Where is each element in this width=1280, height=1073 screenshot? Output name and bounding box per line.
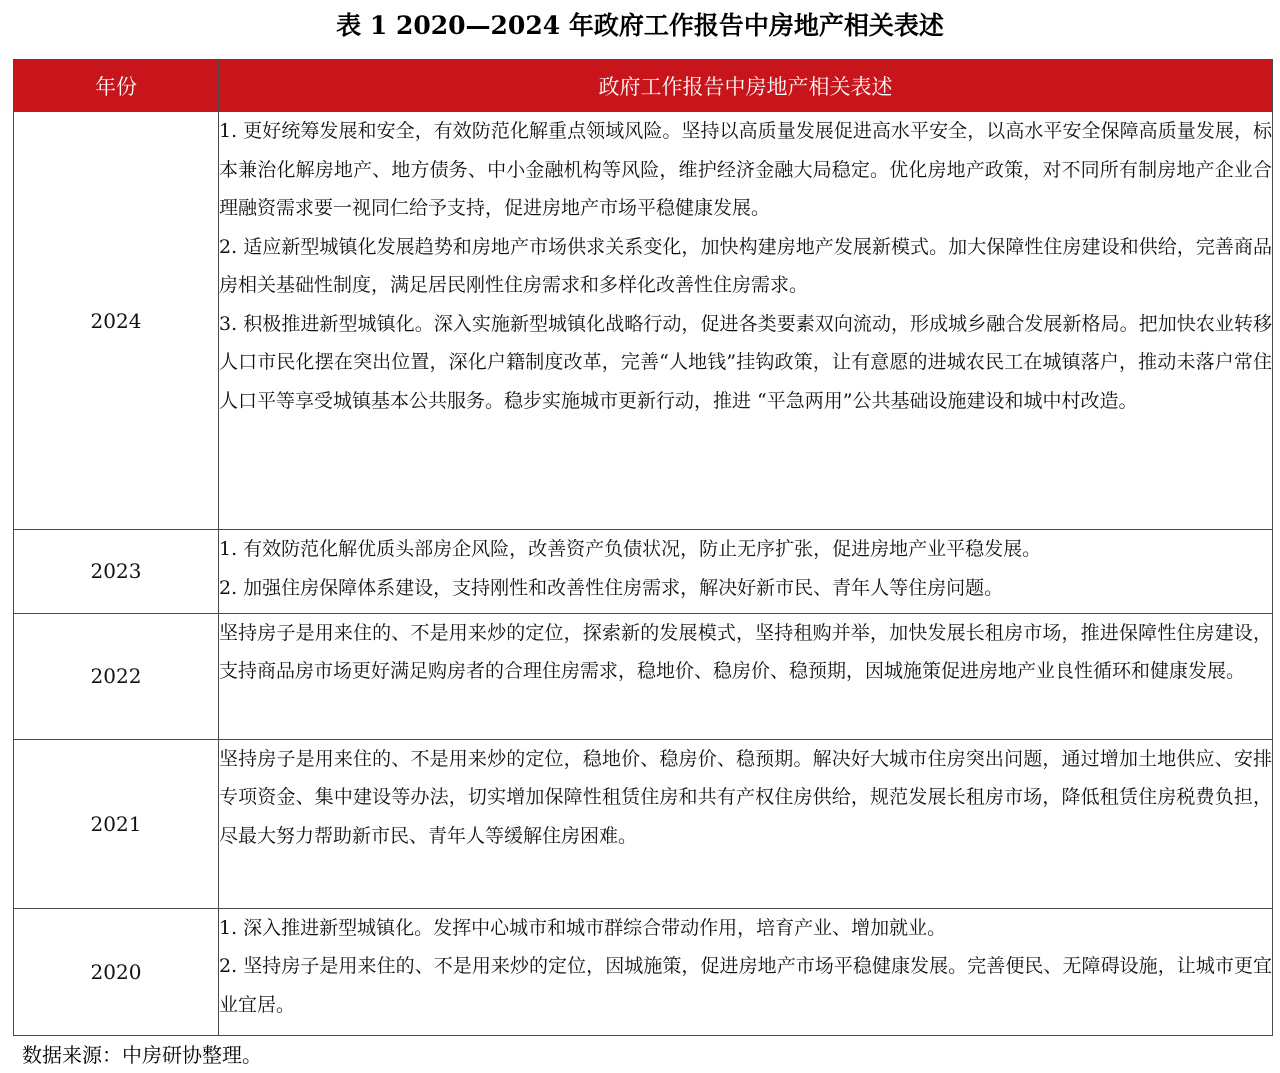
header-content: 政府工作报告中房地产相关表述: [219, 60, 1273, 112]
year-cell: 2022: [14, 613, 219, 739]
table-row: [14, 613, 1273, 739]
content-paragraph: 2. 加强住房保障体系建设，支持刚性和改善性住房需求，解决好新市民、青年人等住房问题。: [219, 576, 1004, 599]
content-cell: [219, 112, 1273, 530]
content-cell: [219, 908, 1273, 1035]
table-row: [14, 112, 1273, 530]
data-source-note: 数据来源：中房研协整理。: [22, 1043, 262, 1067]
table-row: [14, 908, 1273, 1035]
content-paragraph: 3. 积极推进新型城镇化。深入实施新型城镇化战略行动，促进各类要素双向流动，形成城乡融合发展新格局。把加快农业转移人口市民化摆在突出位置，深化户籍制度改革，完善“人地钱”挂钩政策，让有意愿的进城农民工在城镇落户，推动未落户常住人口平等享受城镇基本公共服务。稳步实施城市更新行动，推进 “平急两用”公共基础设施建设和城中村改造。: [219, 312, 1272, 412]
table-header-row: [14, 60, 1273, 112]
content-paragraph: 2. 适应新型城镇化发展趋势和房地产市场供求关系变化，加快构建房地产发展新模式。加大保障性住房建设和供给，完善商品房相关基础性制度，满足居民刚性住房需求和多样化改善性住房需求。: [219, 235, 1272, 296]
policy-table: [13, 59, 1273, 1036]
content-paragraph: 2. 坚持房子是用来住的、不是用来炒的定位，因城施策，促进房地产市场平稳健康发展。完善便民、无障碍设施，让城市更宜业宜居。: [219, 955, 1272, 1016]
year-cell: 2021: [14, 739, 219, 908]
content-paragraph: 坚持房子是用来住的、不是用来炒的定位，稳地价、稳房价、稳预期。解决好大城市住房突出问题，通过增加土地供应、安排专项资金、集中建设等办法，切实增加保障性租赁住房和共有产权住房供给，规范发展长租房市场，降低租赁住房税费负担，尽最大努力帮助新市民、青年人等缓解住房困难。: [219, 747, 1272, 847]
table-row: [14, 739, 1273, 908]
content-paragraph: 1. 有效防范化解优质头部房企风险，改善资产负债状况，防止无序扩张，促进房地产业平稳发展。: [219, 538, 1042, 561]
header-year: 年份: [14, 60, 219, 112]
table-title: 表 1 2020—2024 年政府工作报告中房地产相关表述: [336, 11, 944, 40]
content-paragraph: 坚持房子是用来住的、不是用来炒的定位，探索新的发展模式，坚持租购并举，加快发展长租房市场，推进保障性住房建设，支持商品房市场更好满足购房者的合理住房需求，稳地价、稳房价、稳预期，因城施策促进房地产业良性循环和健康发展。: [219, 621, 1272, 683]
content-cell: [219, 613, 1273, 739]
content-paragraph: 1. 更好统筹发展和安全，有效防范化解重点领域风险。坚持以高质量发展促进高水平安全，以高水平安全保障高质量发展，标本兼治化解房地产、地方债务、中小金融机构等风险，维护经济金融大局稳定。优化房地产政策，对不同所有制房地产企业合理融资需求要一视同仁给予支持，促进房地产市场平稳健康发展。: [219, 120, 1272, 219]
content-cell: [219, 739, 1273, 908]
content-paragraph: 1. 深入推进新型城镇化。发挥中心城市和城市群综合带动作用，培育产业、增加就业。: [219, 916, 947, 939]
content-cell: [219, 530, 1273, 613]
year-cell: 2024: [14, 112, 219, 530]
year-cell: 2020: [14, 908, 219, 1035]
table-row: [14, 530, 1273, 613]
year-cell: 2023: [14, 530, 219, 613]
